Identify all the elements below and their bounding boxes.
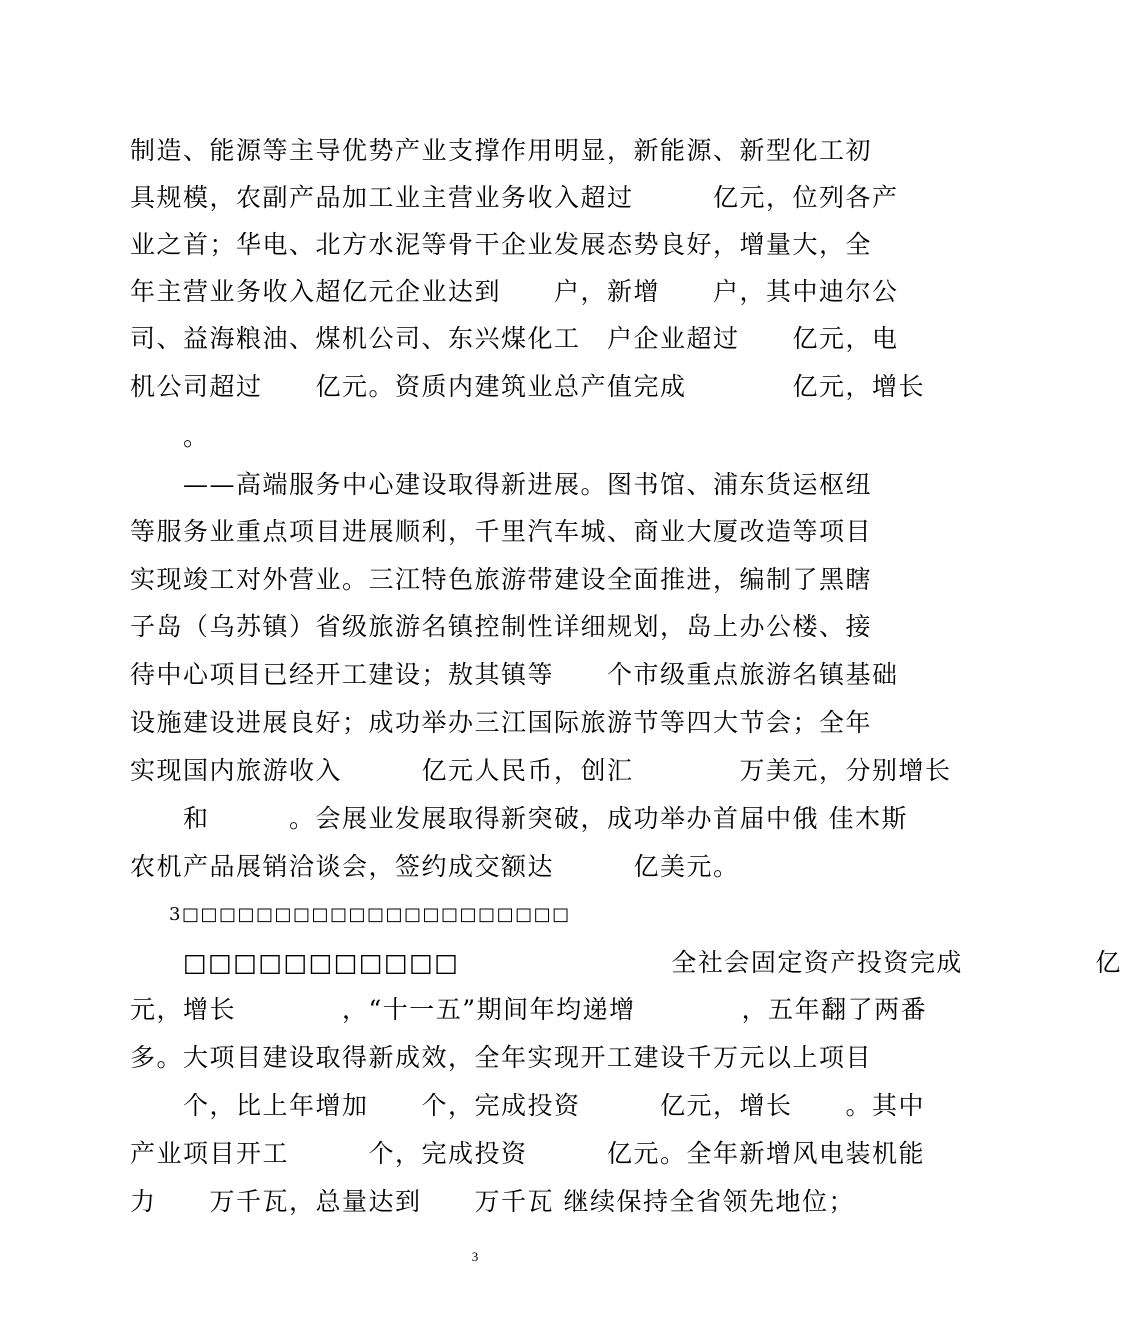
paragraph-line: 元，增长 ，“十一五”期间年均递增 ，五年翻了两番 <box>130 995 928 1024</box>
section-heading-garbled: 3□□□□□□□□□□□□□□□□□□□□□ <box>130 904 571 925</box>
paragraph-line: 实现竣工对外营业。三江特色旅游带建设全面推进，编制了黑瞎 <box>130 565 873 594</box>
paragraph-line: 机公司超过 亿元。资质内建筑业总产值完成 亿元，增长 <box>130 372 926 401</box>
page-number: 3 <box>471 1249 479 1264</box>
paragraph-line: 等服务业重点项目进展顺利，千里汽车城、商业大厦改造等项目 <box>130 517 873 546</box>
paragraph-line: 子岛（乌苏镇）省级旅游名镇控制性详细规划，岛上办公楼、接 <box>130 612 873 641</box>
paragraph-line: 产业项目开工 个，完成投资 亿元。全年新增风电装机能 <box>130 1139 926 1168</box>
paragraph-line: 个，比上年增加 个，完成投资 亿元，增长 。其中 <box>130 1091 926 1120</box>
paragraph-line: 和 。会展业发展取得新突破，成功举办首届中俄 佳木斯 <box>130 804 908 833</box>
paragraph-line: □□□□□□□□□□□ 全社会固定资产投资完成 亿 <box>130 948 1122 977</box>
paragraph-line: 实现国内旅游收入 亿元人民币，创汇 万美元，分别增长 <box>130 756 952 785</box>
paragraph-line: 设施建设进展良好；成功举办三江国际旅游节等四大节会；全年 <box>130 708 873 737</box>
paragraph-line: 年主营业务收入超亿元企业达到 户，新增 户，其中迪尔公 <box>130 277 899 306</box>
paragraph-line: 业之首；华电、北方水泥等骨干企业发展态势良好，增量大，全 <box>130 230 873 259</box>
paragraph-line: 待中心项目已经开工建设；敖其镇等 个市级重点旅游名镇基础 <box>130 660 899 689</box>
paragraph-line: 农机产品展销洽谈会，签约成交额达 亿美元。 <box>130 852 740 881</box>
paragraph-line: 司、益海粮油、煤机公司、东兴煤化工 户企业超过 亿元，电 <box>130 324 899 353</box>
paragraph-line: 制造、能源等主导优势产业支撑作用明显，新能源、新型化工初 <box>130 136 873 165</box>
paragraph-line: 多。大项目建设取得新成效，全年实现开工建设千万元以上项目 <box>130 1043 873 1072</box>
paragraph-line: 力 万千瓦，总量达到 万千瓦 继续保持全省领先地位； <box>130 1187 855 1216</box>
paragraph-line: ——高端服务中心建设取得新进展。图书馆、浦东货运枢纽 <box>130 470 873 499</box>
paragraph-line: 具规模，农副产品加工业主营业务收入超过 亿元，位列各产 <box>130 183 899 212</box>
paragraph-line: 。 <box>130 422 210 451</box>
